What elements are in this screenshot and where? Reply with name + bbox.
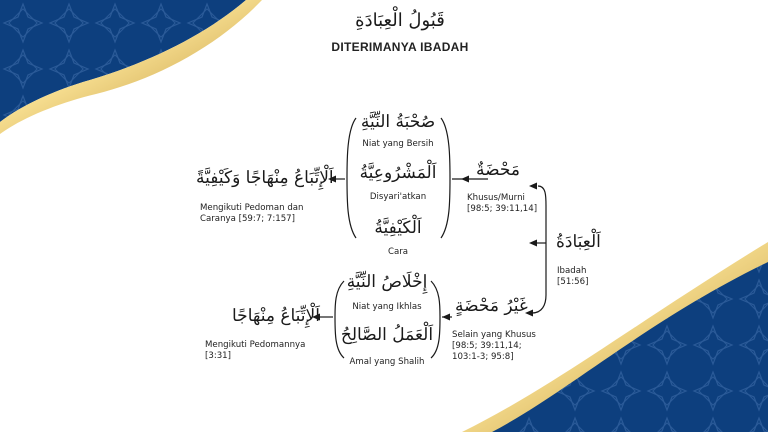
upper-item-2-arabic: اَلْمَشْرُوعِيَّةُ	[359, 163, 437, 183]
upper-item-3-arabic: اَلْكَيْفِيَّةُ	[374, 218, 422, 238]
upper-item-3-label: Cara	[387, 247, 409, 257]
top-left-corner-decoration	[0, 0, 262, 134]
title-arabic: قَبُولُ الْعِبَادَةِ	[355, 10, 445, 31]
center-arabic: اَلْعِبَادَةُ	[556, 232, 601, 252]
upper-branch-arabic: مَحْضَةٌ	[476, 160, 520, 180]
title-latin: DITERIMANYA IBADAH	[331, 40, 469, 54]
upper-branch-label: Khusus/Murni	[467, 193, 525, 203]
lower-result-label-line-2: [3:31]	[205, 351, 232, 361]
upper-left-brace	[347, 118, 356, 238]
upper-result-arabic: اَلْإِتِّبَاعُ مِنْهَاجًا وَكَيْفِيَّةً	[196, 168, 334, 188]
lower-bracket	[431, 281, 440, 358]
upper-item-2-label: Disyari'atkan	[369, 192, 427, 202]
lower-branch-label-line-3: 103:1-3; 95:8]	[452, 352, 514, 362]
lower-branch-arabic: غَيْرُ مَحْضَةٍ	[455, 296, 528, 316]
arrowhead-upper-branch	[529, 183, 537, 190]
lower-branch-label-line-2: [98:5; 39:11,14;	[452, 341, 522, 351]
upper-item-1-label: Niat yang Bersih	[362, 139, 434, 149]
lower-result-arabic: اَلْإِتِّبَاعُ مِنْهَاجًا	[232, 306, 320, 326]
upper-result-label-line-2: Caranya [59:7; 7:157]	[200, 214, 295, 224]
arrowhead-center	[529, 240, 537, 247]
lower-branch-label-line-1: Selain yang Khusus	[452, 330, 536, 340]
upper-branch-ref: [98:5; 39:11,14]	[467, 204, 538, 214]
arrowhead-upper-bracket	[461, 176, 469, 183]
lower-result-label-line-1: Mengikuti Pedomannya	[205, 340, 306, 350]
lower-item-1-label: Niat yang Ikhlas	[352, 302, 422, 312]
center-ref: [51:56]	[557, 277, 589, 287]
lower-item-2-arabic: اَلْعَمَلُ الصَّالِحُ	[340, 325, 434, 345]
arrowhead-lower-bracket	[442, 314, 450, 321]
lower-item-2-label: Amal yang Shalih	[349, 357, 425, 367]
lower-item-1-arabic: إِخْلَاصُ النِّيَّةِ	[346, 272, 428, 292]
diagram-connectors	[318, 118, 546, 358]
upper-item-1-arabic: صُحْبَةُ النِّيَّةِ	[360, 112, 436, 132]
center-label: Ibadah	[557, 266, 587, 276]
lower-left-brace	[335, 281, 344, 358]
upper-bracket	[441, 118, 450, 238]
upper-result-label-line-1: Mengikuti Pedoman dan	[200, 203, 304, 213]
